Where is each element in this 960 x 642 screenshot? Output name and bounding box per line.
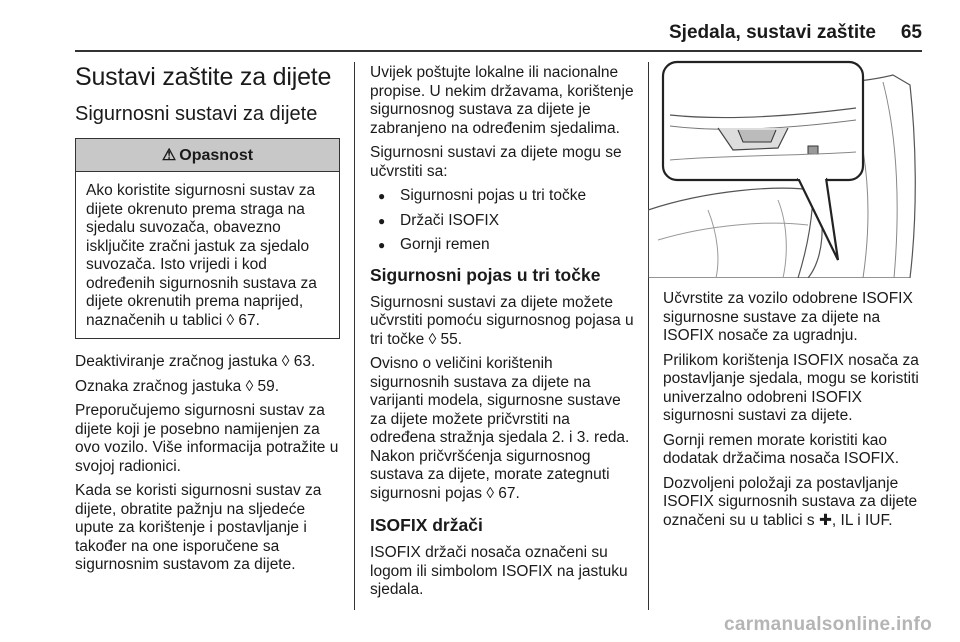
danger-text: Ako koristite sigurnosni sustav za dijete okrenuto prema straga na sjedalu suvozača, obavezno isključite zračni jastuk za sjedalo suvozača. Isto vrijedi i kod određenih sigurnosnih sustava za dijete okrenutih prema naprijed, naznačenih u tablici ◊ 67. <box>86 182 317 329</box>
section-heading: Sigurnosni sustavi za dijete <box>75 103 318 125</box>
watermark: carmanualsonline.info <box>724 614 932 635</box>
danger-title: Opasnost <box>179 147 254 164</box>
paragraph: Učvrstite za vozilo odobrene ISOFIX sigurnosne sustave za dijete na ISOFIX nosače za ugradnju. <box>663 290 913 344</box>
column-1 <box>75 62 340 581</box>
danger-box <box>75 138 340 339</box>
paragraph: ISOFIX držači nosača označeni su logom ili simbolom ISOFIX na jastuku sjedala. <box>370 544 628 598</box>
column-2 <box>370 64 634 606</box>
danger-body <box>76 172 339 338</box>
list-item: ● Sigurnosni pojas u tri točke <box>370 187 634 206</box>
warning-icon: ⚠ <box>161 147 177 164</box>
paragraph: Gornji remen morate koristiti kao dodatak držačima nosača ISOFIX. <box>663 431 900 467</box>
isofix-seat-drawing <box>648 60 924 278</box>
page-header <box>0 22 922 44</box>
isofix-heading: ISOFIX držači <box>370 515 483 535</box>
isofix-illustration <box>648 60 924 278</box>
paragraph: Uvijek poštujte lokalne ili nacionalne propise. U nekim državama, korištenje sigurnosnog sustava za dijete je zabranjeno na određenim sjedalima. <box>370 64 634 137</box>
paragraph: Sigurnosni sustavi za dijete možete učvrstiti pomoću sigurnosnog pojasa u tri točke ◊ 55. <box>370 293 634 348</box>
paragraph: Preporučujemo sigurnosni sustav za dijete koji je posebno namijenjen za ovo vozilo. Više informacija potražite u svojoj radionici. <box>75 402 339 475</box>
header-rule <box>75 50 922 52</box>
page-number: 65 <box>900 22 922 43</box>
column-3 <box>663 290 928 536</box>
paragraph: Ovisno o veličini korištenih sigurnosnih sustava za dijete na varijanti modela, sigurnosne sustave za dijete možete pričvrstiti na određena stražnja sjedala 2. i 3. reda. Nakon pričvršćenja sigurnosnog sustava za dijete, morate zategnuti sigurnosni pojas ◊ 67. <box>370 355 630 502</box>
belt-heading: Sigurnosni pojas u tri točke <box>370 264 601 285</box>
chapter-heading: Sustavi zaštite za dijete <box>75 63 332 91</box>
fixing-methods-list <box>370 187 634 255</box>
paragraph: Oznaka zračnog jastuka ◊ 59. <box>75 377 280 395</box>
paragraph: Deaktiviranje zračnog jastuka ◊ 63. <box>75 353 316 370</box>
danger-header <box>76 139 339 172</box>
list-item: ● Gornji remen <box>370 236 634 255</box>
paragraph: Prilikom korištenja ISOFIX nosača za postavljanje sjedala, mogu se koristiti univerzalno odobreni ISOFIX sigurnosni sustavi za dijete. <box>663 351 919 424</box>
paragraph: Dozvoljeni položaji za postavljanje ISOFIX sigurnosnih sustava za dijete označeni su u tablici s ✚, IL i IUF. <box>663 474 918 529</box>
list-item: ● Držači ISOFIX <box>370 212 634 231</box>
paragraph: Sigurnosni sustavi za dijete mogu se učvrstiti sa: <box>370 144 622 180</box>
paragraph: Kada se koristi sigurnosni sustav za dijete, obratite pažnju na sljedeće upute za korištenje i postavljanje i također na one isporučene sa sigurnosnim sustavom za dijete. <box>75 482 322 573</box>
column-divider-1 <box>354 62 355 610</box>
section-title: Sjedala, sustavi zaštite <box>669 22 876 43</box>
